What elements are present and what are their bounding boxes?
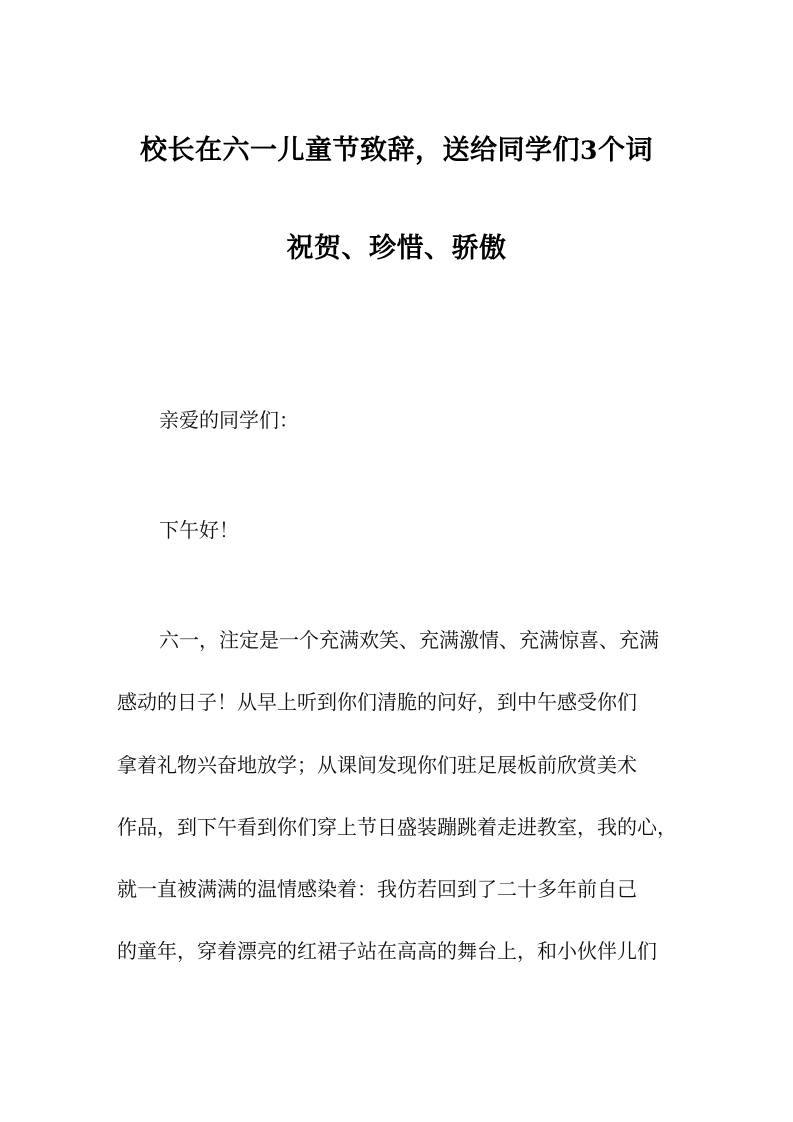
- body-paragraph-line: 拿着礼物兴奋地放学；从课间发现你们驻足展板前欣赏美术: [117, 753, 637, 777]
- document-title-line-1: [0, 131, 793, 171]
- title-text-prefix: 校长在六一儿童节致辞，送给同学们: [140, 135, 581, 166]
- body-paragraph-line: 感动的日子！从早上听到你们清脆的问好，到中午感受你们: [117, 690, 637, 714]
- body-paragraph-line: 就一直被满满的温情感染着：我仿若回到了二十多年前自己: [117, 877, 637, 901]
- title-number: 3: [580, 136, 598, 165]
- greeting: 下午好！: [159, 518, 239, 542]
- salutation: 亲爱的同学们：: [159, 408, 299, 432]
- body-paragraph-line: 的童年，穿着漂亮的红裙子站在高高的舞台上，和小伙伴儿们: [117, 939, 657, 963]
- title-text-suffix: 个词: [597, 135, 653, 166]
- document-title-line-2: 祝贺、珍惜、骄傲: [286, 233, 507, 264]
- body-paragraph-line: 作品，到下午看到你们穿上节日盛装蹦跳着走进教室，我的心，: [117, 815, 677, 839]
- body-paragraph-line: 六一，注定是一个充满欢笑、充满激情、充满惊喜、充满: [159, 628, 659, 652]
